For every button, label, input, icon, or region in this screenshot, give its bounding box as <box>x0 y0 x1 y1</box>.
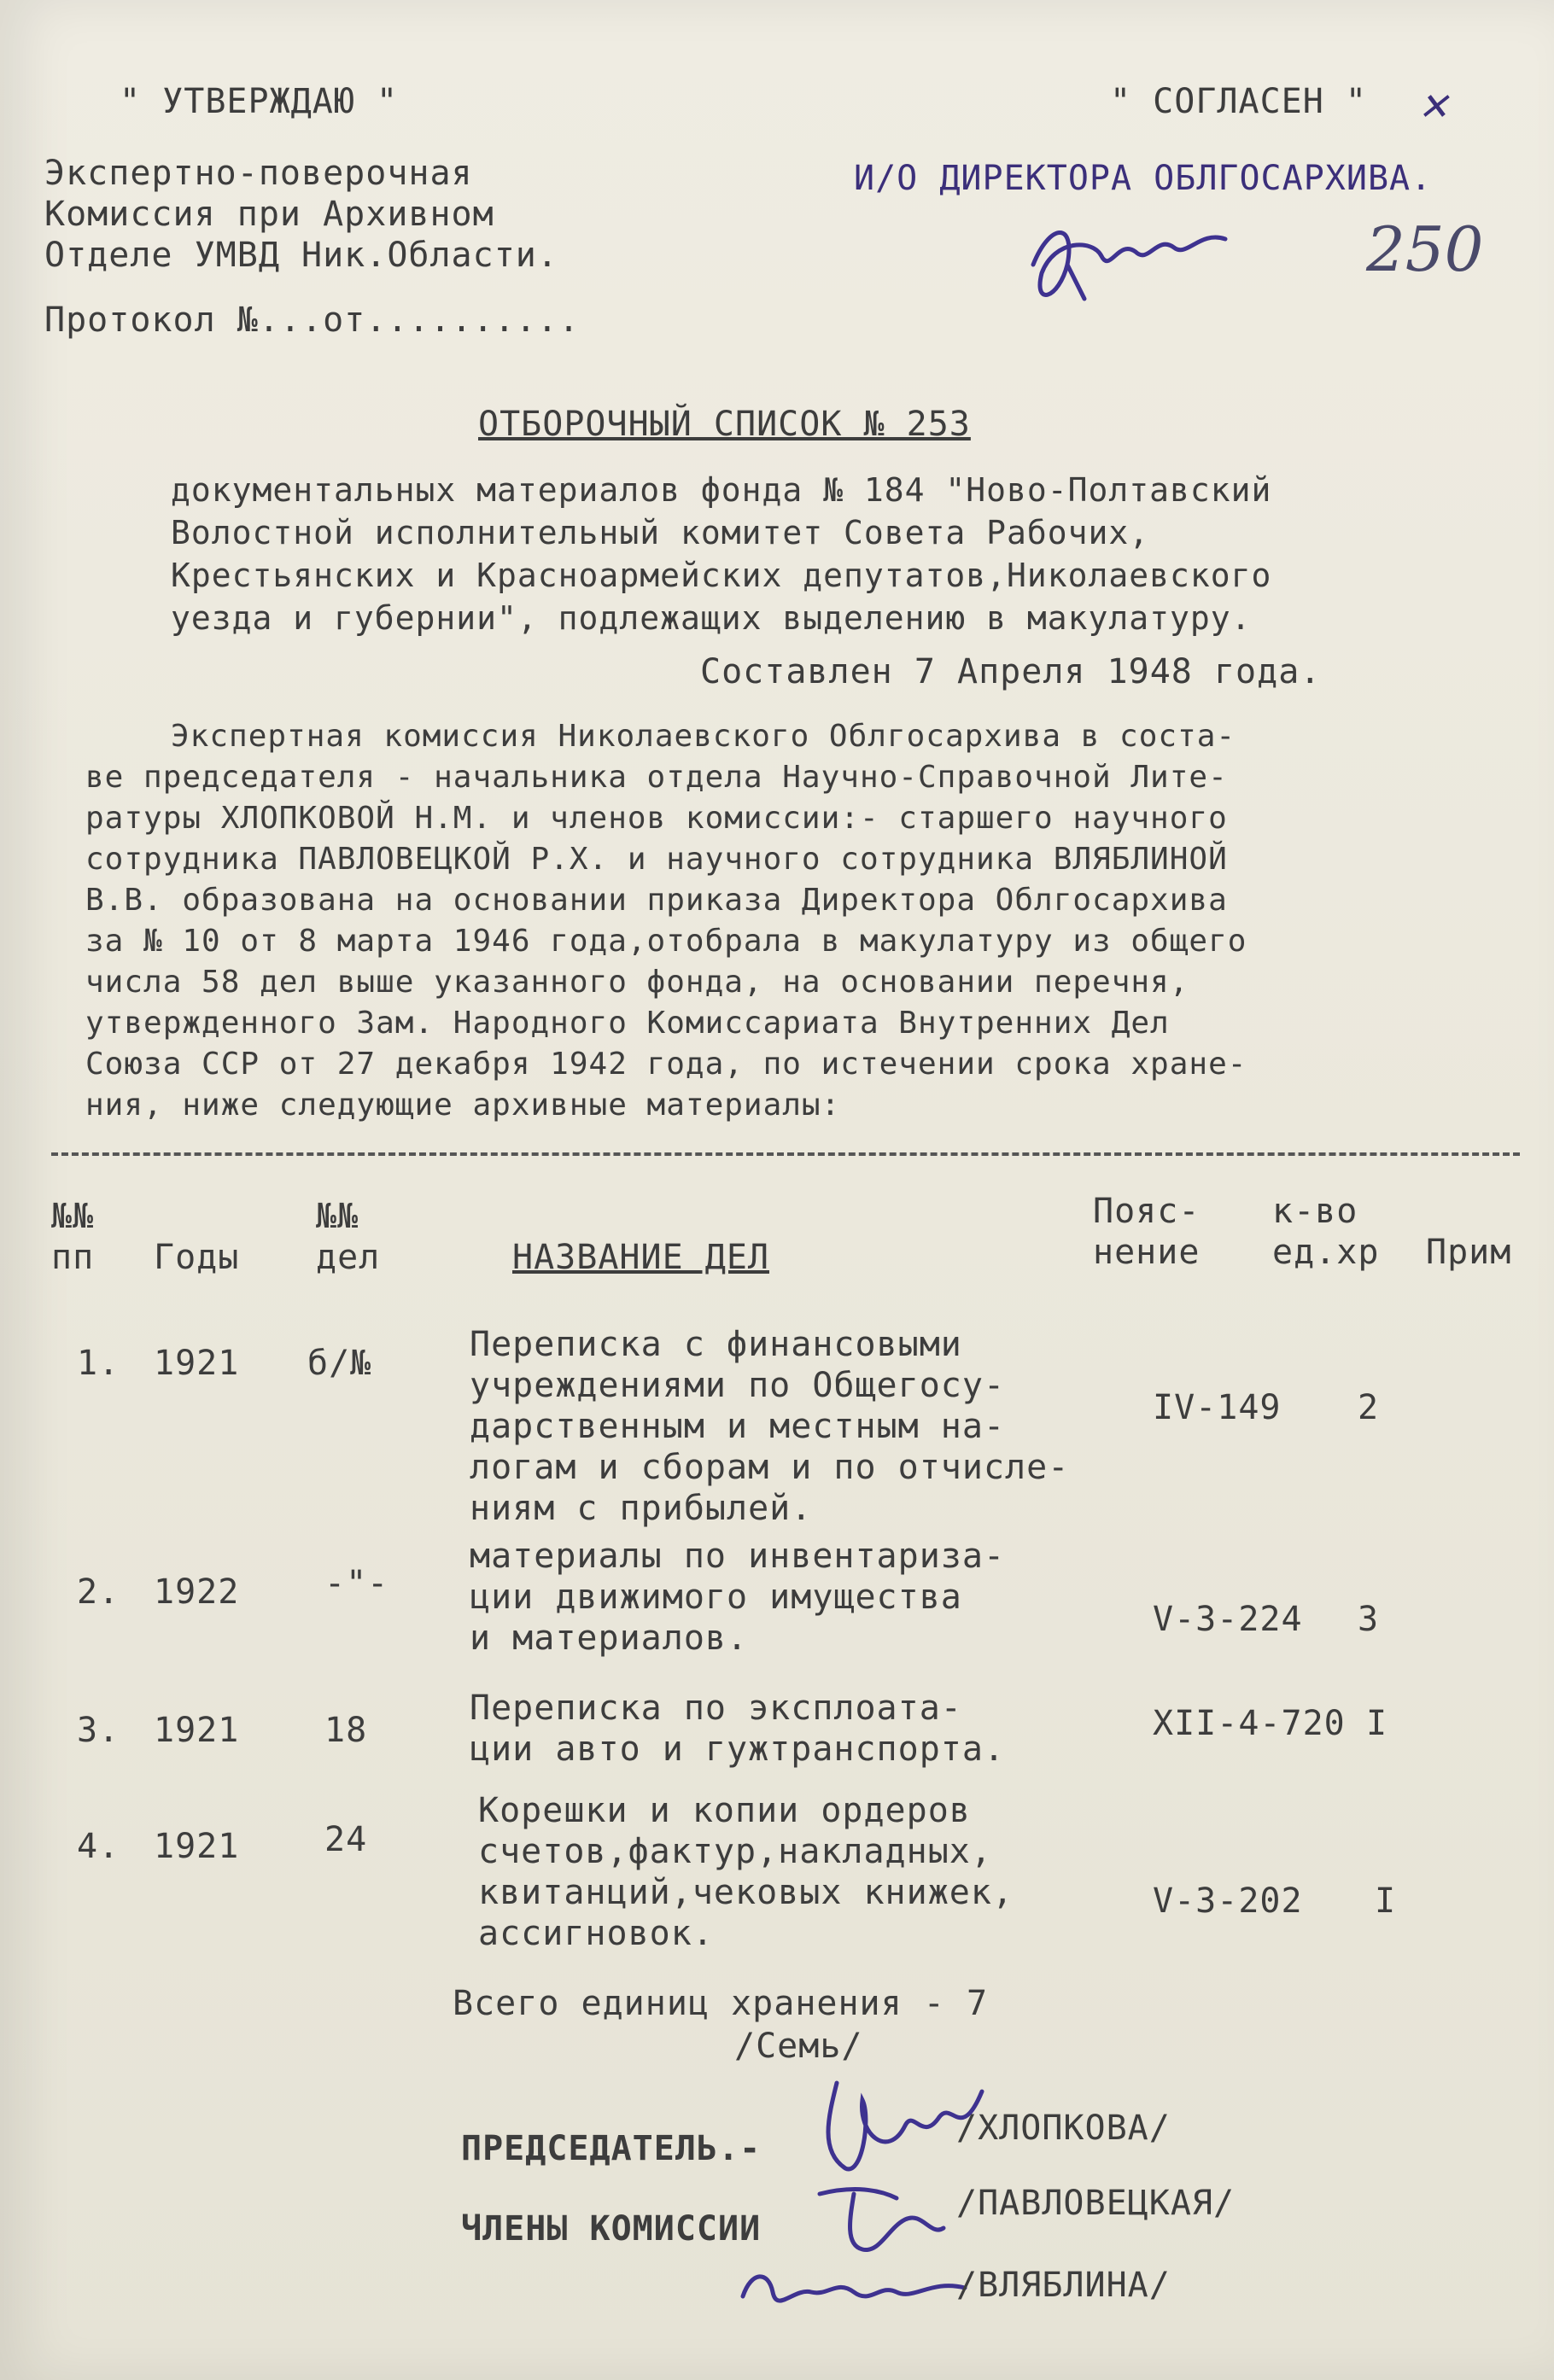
body-line-2: ве председателя - начальника отдела Научно-Справочной Лите- <box>85 760 1228 795</box>
corner-mark: ✕ <box>1417 85 1449 129</box>
intro-line-4: уезда и губернии", подлежащих выделению в макулатуру. <box>171 599 1252 637</box>
row3-qty: I <box>1366 1704 1388 1743</box>
col-case-top: №№ <box>316 1197 359 1236</box>
approver-line-3: Отделе УМВД Ник.Области. <box>44 236 558 275</box>
intro-line-1: документальных материалов фонда № 184 "Ново-Полтавский <box>171 471 1272 509</box>
row1-name-1: Переписка с финансовыми <box>470 1325 962 1364</box>
row1-year: 1921 <box>154 1344 240 1383</box>
chair-label: ПРЕДСЕДАТЕЛЬ.- <box>461 2129 762 2168</box>
row1-name-5: ниям с прибылей. <box>470 1489 813 1528</box>
approver-line-1: Экспертно-поверочная <box>44 154 473 193</box>
approver-line-2: Комиссия при Архивном <box>44 195 494 234</box>
row4-name-2: счетов,фактур,накладных, <box>478 1832 992 1871</box>
col-num-top: №№ <box>51 1197 95 1236</box>
col-case-bottom: дел <box>316 1238 381 1277</box>
col-remark: Прим <box>1426 1233 1512 1272</box>
body-line-6: за № 10 от 8 марта 1946 года,отобрала в макулатуру из общего <box>85 924 1247 959</box>
row2-year: 1922 <box>154 1572 240 1612</box>
row4-case: 24 <box>324 1820 368 1859</box>
row4-year: 1921 <box>154 1827 240 1866</box>
table-separator <box>51 1152 1520 1156</box>
body-line-5: В.В. образована на основании приказа Директора Облгосархива <box>85 883 1228 918</box>
director-signature <box>1016 205 1238 319</box>
row1-name-3: дарственным и местным на- <box>470 1407 1006 1446</box>
row4-name-3: квитанций,чековых книжек, <box>478 1873 1014 1912</box>
row2-num: 2. <box>77 1572 120 1612</box>
member1-signature <box>803 2168 956 2266</box>
row3-name-1: Переписка по эксплоата- <box>470 1689 962 1728</box>
list-title: ОТБОРОЧНЫЙ СПИСОК № 253 <box>478 405 971 444</box>
row1-case: б/№ <box>307 1344 372 1383</box>
date-line: Составлен 7 Апреля 1948 года. <box>700 652 1322 691</box>
row2-qty: 3 <box>1358 1600 1380 1639</box>
body-line-4: сотрудника ПАВЛОВЕЦКОЙ Р.Х. и научного сотрудника ВЛЯБЛИНОЙ <box>85 842 1228 877</box>
col-note-bottom: нение <box>1093 1233 1201 1272</box>
protocol-line: Протокол №...от.......... <box>44 300 581 340</box>
col-qty-bottom: ед.хр <box>1272 1233 1380 1272</box>
col-name: НАЗВАНИЕ ДЕЛ <box>512 1238 769 1277</box>
intro-line-3: Крестьянских и Красноармейских депутатов,Николаевского <box>171 557 1272 594</box>
col-qty-top: к-во <box>1272 1192 1358 1231</box>
page-number: 250 <box>1366 213 1484 285</box>
agreed-heading: " СОГЛАСЕН " <box>1110 82 1367 121</box>
col-year: Годы <box>154 1238 240 1277</box>
total-words: /Семь/ <box>734 2027 863 2066</box>
chair-name: /ХЛОПКОВА/ <box>956 2109 1171 2148</box>
row1-note: IV-149 <box>1153 1388 1282 1427</box>
row4-num: 4. <box>77 1827 120 1866</box>
row2-note: V-3-224 <box>1153 1600 1303 1639</box>
body-line-7: числа 58 дел выше указанного фонда, на основании перечня, <box>85 965 1189 1000</box>
row3-name-2: ции авто и гужтранспорта. <box>470 1730 1006 1769</box>
approved-heading: " УТВЕРЖДАЮ " <box>120 82 399 121</box>
row3-note: XII-4-720 <box>1153 1704 1346 1743</box>
intro-line-2: Волостной исполнительный комитет Совета Рабочих, <box>171 514 1150 551</box>
row1-num: 1. <box>77 1344 120 1383</box>
row4-name-4: ассигновок. <box>478 1914 714 1953</box>
body-line-3: ратуры ХЛОПКОВОЙ Н.М. и членов комиссии:- старшего научного <box>85 801 1228 836</box>
members-label: ЧЛЕНЫ КОМИССИИ <box>461 2209 762 2249</box>
row3-case: 18 <box>324 1711 368 1750</box>
row3-year: 1921 <box>154 1711 240 1750</box>
row2-case: -"- <box>324 1564 389 1603</box>
row4-note: V-3-202 <box>1153 1881 1303 1921</box>
body-line-9: Союза ССР от 27 декабря 1942 года, по истечении срока хране- <box>85 1047 1247 1082</box>
row2-name-1: материалы по инвентариза- <box>470 1537 1006 1576</box>
total-line: Всего единиц хранения - 7 <box>453 1984 989 2023</box>
body-line-10: ния, ниже следующие архивные материалы: <box>85 1088 841 1123</box>
row1-name-4: логам и сборам и по отчисле- <box>470 1448 1070 1487</box>
member2-name: /ВЛЯБЛИНА/ <box>956 2266 1171 2305</box>
row1-name-2: учреждениями по Общегосу- <box>470 1366 1006 1405</box>
body-line-1: Экспертная комиссия Николаевского Облгосархива в соста- <box>171 719 1236 754</box>
row4-qty: I <box>1375 1881 1397 1921</box>
row1-qty: 2 <box>1358 1388 1380 1427</box>
member1-name: /ПАВЛОВЕЦКАЯ/ <box>956 2184 1236 2223</box>
col-note-top: Пояс- <box>1093 1192 1201 1231</box>
director-line: И/О ДИРЕКТОРА ОБЛГОСАРХИВА. <box>854 159 1433 198</box>
row3-num: 3. <box>77 1711 120 1750</box>
member2-signature <box>734 2254 973 2325</box>
row2-name-3: и материалов. <box>470 1619 749 1658</box>
row2-name-2: ции движимого имущества <box>470 1578 962 1617</box>
body-line-8: утвержденного Зам. Народного Комиссариата Внутренних Дел <box>85 1006 1170 1041</box>
col-num-bottom: пп <box>51 1238 95 1277</box>
row4-name-1: Корешки и копии ордеров <box>478 1791 971 1830</box>
